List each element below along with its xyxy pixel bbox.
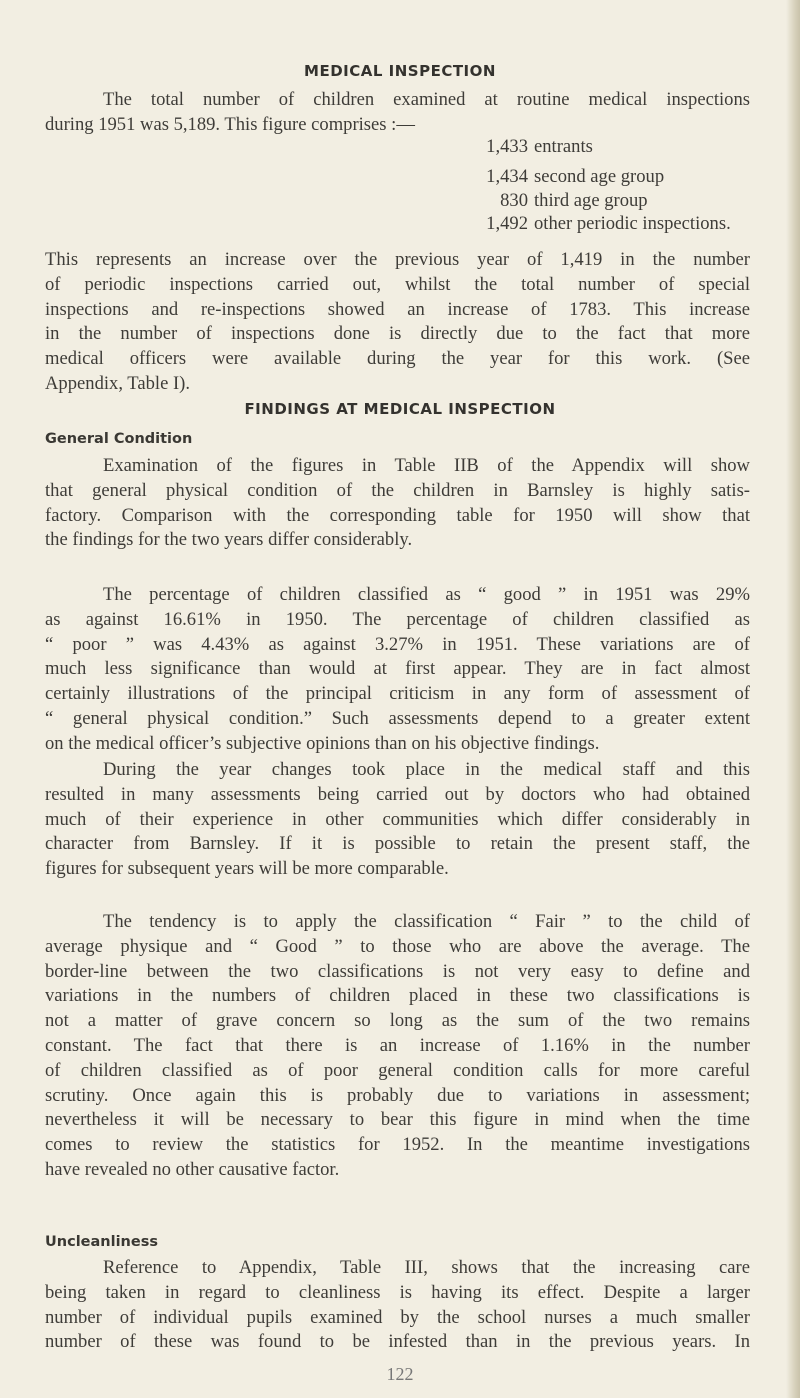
text-line: border-line between the two classifications is not very easy to define and — [45, 960, 750, 982]
text-line: figures for subsequent years will be more comparable. — [45, 858, 449, 880]
list-number: 1,433 — [486, 136, 528, 157]
list-number: 1,434 — [486, 166, 528, 187]
intro-paragraph — [45, 88, 750, 138]
staff-changes-paragraph — [45, 758, 750, 882]
text-line: that general physical condition of the children in Barnsley is highly satis- — [45, 479, 750, 501]
general-condition-heading: General Condition — [45, 431, 193, 447]
increase-paragraph — [45, 248, 750, 397]
page-title: MEDICAL INSPECTION — [304, 62, 496, 80]
text-line: Appendix, Table I). — [45, 372, 190, 394]
text-line: much less significance than would at first appear. They are in fact almost — [45, 658, 750, 680]
general-condition-paragraph-1 — [45, 454, 750, 553]
page-number: 122 — [386, 1364, 414, 1384]
text-line: during 1951 was 5,189. This figure comprises :— — [45, 113, 415, 135]
list-item — [470, 190, 648, 212]
list-number: 1,492 — [486, 213, 528, 234]
text-line: of periodic inspections carried out, whilst the total number of special — [45, 273, 750, 295]
text-line: Examination of the figures in Table IIB of the Appendix will show — [103, 455, 750, 476]
text-line: character from Barnsley. If it is possible to retain the present staff, the — [45, 833, 750, 855]
list-number: 830 — [500, 190, 528, 211]
text-line: in the number of inspections done is directly due to the fact that more — [45, 323, 750, 345]
text-line: number of individual pupils examined by the school nurses a much smaller — [45, 1306, 750, 1328]
text-line: constant. The fact that there is an increase of 1.16% in the number — [45, 1034, 750, 1056]
findings-heading: FINDINGS AT MEDICAL INSPECTION — [244, 400, 556, 418]
text-line: scrutiny. Once again this is probably due to variations in assessment; — [45, 1084, 750, 1106]
text-line: as against 16.61% in 1950. The percentage of children classified as — [45, 608, 750, 630]
text-line: nevertheless it will be necessary to bear this figure in mind when the time — [45, 1109, 750, 1131]
text-line: being taken in regard to cleanliness is having its effect. Despite a larger — [45, 1281, 750, 1303]
text-line: medical officers were available during the year for this work. (See — [45, 348, 750, 370]
text-line: comes to review the statistics for 1952. In the meantime investigations — [45, 1134, 750, 1156]
text-line: average physique and “ Good ” to those who are above the average. The — [45, 935, 750, 957]
text-line: of children classified as of poor general condition calls for more careful — [45, 1059, 750, 1081]
text-line: not a matter of grave concern so long as the sum of the two remains — [45, 1010, 750, 1032]
uncleanliness-heading: Uncleanliness — [45, 1234, 158, 1250]
text-line: The tendency is to apply the classification “ Fair ” to the child of — [103, 911, 750, 932]
list-item — [470, 213, 731, 235]
classification-paragraph — [45, 910, 750, 1183]
text-line: on the medical officer’s subjective opinions than on his objective findings. — [45, 732, 600, 754]
text-line: have revealed no other causative factor. — [45, 1158, 340, 1180]
text-line: much of their experience in other communities which differ considerably in — [45, 808, 750, 830]
list-label: second age group — [534, 166, 665, 187]
text-line: This represents an increase over the previous year of 1,419 in the number — [45, 249, 750, 270]
text-line: “ poor ” was 4.43% as against 3.27% in 1951. These variations are of — [45, 633, 750, 655]
text-line: During the year changes took place in the medical staff and this — [103, 759, 750, 780]
list-item — [470, 136, 593, 158]
list-label: other periodic inspections. — [534, 213, 731, 234]
text-line: inspections and re-inspections showed an increase of 1783. This increase — [45, 298, 750, 320]
page-edge-shadow — [786, 0, 800, 1398]
text-line: variations in the numbers of children placed in these two classifications is — [45, 985, 750, 1007]
general-condition-paragraph-2 — [45, 583, 750, 757]
text-line: resulted in many assessments being carried out by doctors who had obtained — [45, 783, 750, 805]
text-line: “ general physical condition.” Such assessments depend to a greater extent — [45, 707, 750, 729]
text-line: number of these was found to be infested than in the previous years. In — [45, 1331, 750, 1353]
text-line: The percentage of children classified as “ good ” in 1951 was 29% — [103, 584, 750, 605]
list-item — [470, 166, 664, 188]
text-line: Reference to Appendix, Table III, shows that the increasing care — [103, 1257, 750, 1278]
uncleanliness-paragraph — [45, 1256, 750, 1355]
text-line: certainly illustrations of the principal criticism in any form of assessment of — [45, 683, 750, 705]
text-line: The total number of children examined at routine medical inspections — [103, 89, 750, 110]
list-label: entrants — [534, 136, 593, 157]
text-line: factory. Comparison with the corresponding table for 1950 will show that — [45, 504, 750, 526]
list-label: third age group — [534, 190, 648, 211]
text-line: the findings for the two years differ considerably. — [45, 529, 413, 551]
